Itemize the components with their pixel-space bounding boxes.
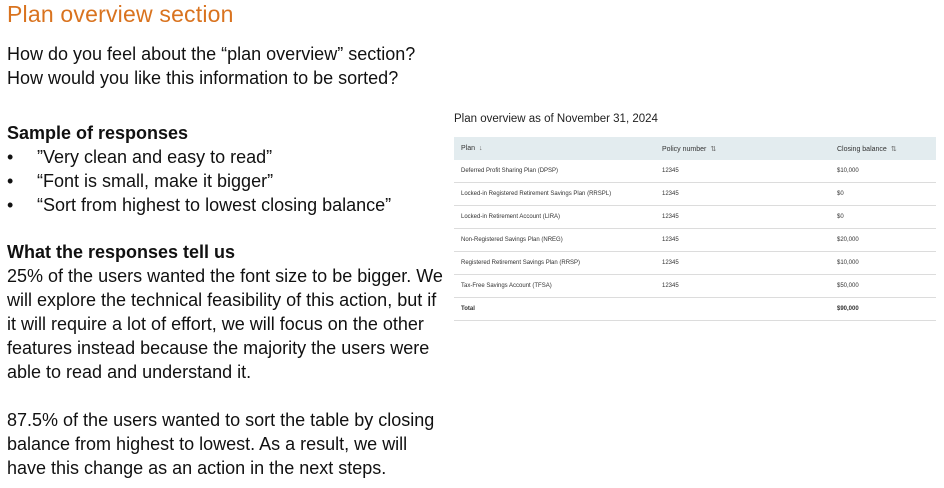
table-row [454, 229, 936, 252]
table-row [454, 275, 936, 298]
plan-cell: Non-Registered Savings Plan (NREG) [454, 229, 655, 252]
balance-cell: $10,000 [830, 252, 936, 275]
total-label: Total [454, 298, 655, 321]
bullet-icon: • [7, 171, 14, 191]
findings-paragraph-font: 25% of the users wanted the font size to be bigger. We will explore the technical feasibility of this action, but if it will require a lot of effort, we will focus on the other features instead because the majority the users were able to read and understand it. [7, 266, 443, 382]
plan-column-header[interactable] [454, 137, 655, 160]
samples-heading: Sample of responses [7, 123, 189, 143]
response-text: “Font is small, make it bigger” [37, 171, 274, 191]
response-text: “Sort from highest to lowest closing balance” [37, 195, 392, 215]
policy-cell: 12345 [655, 252, 830, 275]
sort-toggle-icon[interactable]: ⇅ [890, 145, 897, 153]
balance-header-label: Closing balance [837, 145, 887, 153]
table-caption: Plan overview as of November 31, 2024 [454, 113, 658, 125]
list-item [7, 169, 447, 193]
policy-cell: 12345 [655, 160, 830, 183]
plan-cell: Deferred Profit Sharing Plan (DPSP) [454, 160, 655, 183]
sort-down-icon[interactable]: ↓ [479, 145, 483, 152]
policy-column-header[interactable] [655, 137, 830, 160]
table-row [454, 252, 936, 275]
balance-column-header[interactable] [830, 137, 936, 160]
bullet-icon: • [7, 147, 14, 167]
list-item [7, 193, 447, 217]
bullet-icon: • [7, 195, 14, 215]
list-item [7, 145, 447, 169]
feedback-summary [7, 42, 447, 480]
plan-cell: Registered Retirement Savings Plan (RRSP) [454, 252, 655, 275]
plan-cell: Locked-in Registered Retirement Savings Plan (RRSPL) [454, 183, 655, 206]
balance-cell: $0 [830, 206, 936, 229]
plan-overview-table [454, 137, 936, 321]
findings-paragraph-sort: 87.5% of the users wanted to sort the table by closing balance from highest to lowest. As a result, we will have this change as an action in the next steps. [7, 410, 435, 478]
plan-cell: Locked-in Retirement Account (LIRA) [454, 206, 655, 229]
policy-cell: 12345 [655, 183, 830, 206]
survey-question: How do you feel about the “plan overview” section? How would you like this information to be sorted? [7, 44, 416, 88]
table-row [454, 160, 936, 183]
balance-cell: $0 [830, 183, 936, 206]
policy-cell: 12345 [655, 275, 830, 298]
table-row [454, 183, 936, 206]
sort-toggle-icon[interactable]: ⇅ [710, 145, 717, 153]
table-total-row [454, 298, 936, 321]
balance-cell: $10,000 [830, 160, 936, 183]
table-header-row [454, 137, 936, 160]
policy-cell: 12345 [655, 206, 830, 229]
policy-header-label: Policy number [662, 145, 707, 153]
total-policy-cell [655, 298, 830, 321]
policy-cell: 12345 [655, 229, 830, 252]
plan-overview-table-section [454, 113, 936, 321]
responses-list [7, 145, 447, 217]
findings-heading: What the responses tell us [7, 242, 236, 262]
table-row [454, 206, 936, 229]
balance-cell: $50,000 [830, 275, 936, 298]
plan-header-label: Plan [461, 145, 476, 152]
response-text: ”Very clean and easy to read” [37, 147, 273, 167]
total-balance: $90,000 [830, 298, 936, 321]
slide-title: Plan overview section [7, 1, 234, 27]
balance-cell: $20,000 [830, 229, 936, 252]
plan-cell: Tax-Free Savings Account (TFSA) [454, 275, 655, 298]
